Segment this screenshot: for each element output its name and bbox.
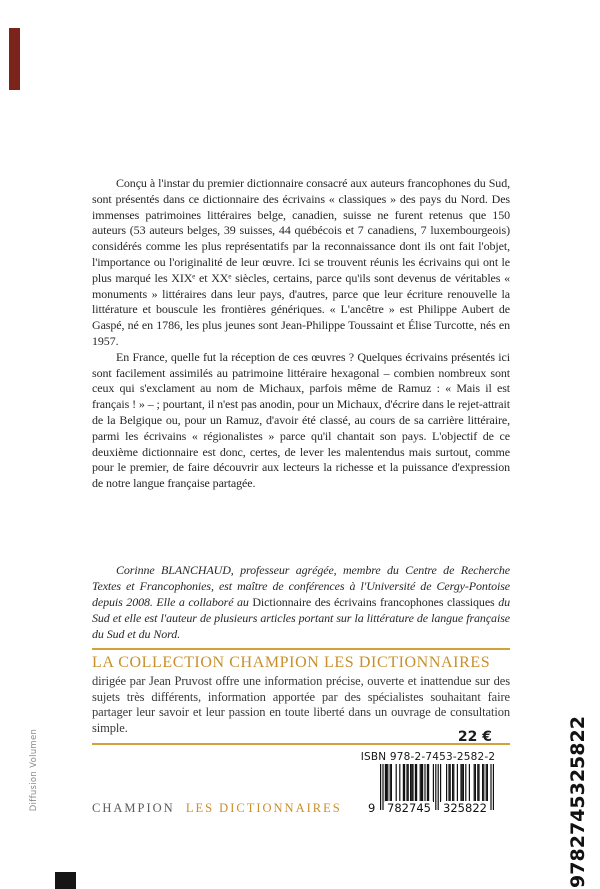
author-bio-text-1: Corinne BLANCHAUD, professeur agrégée, membre du Centre de Recherche Textes et Francophonies, est maître de conférences à l'Université de Cergy-Pontoise depuis 2008. Elle a collaboré au [92, 563, 510, 609]
collection-description: dirigée par Jean Pruvost offre une information précise, ouverte et inattendue sur des sujets très différents, information apportée par des spécialistes souhaitant faire partager leur savoir et leur passion en toute liberté dans un ouvrage de consultation simple. [92, 674, 510, 735]
publisher-collection-name: LES DICTIONNAIRES [185, 801, 342, 815]
isbn-number-vertical: 9782745325822 [567, 716, 589, 888]
synopsis-paragraph-1: Conçu à l'instar du premier dictionnaire consacré aux auteurs francophones du Sud, sont présentés dans ce dictionnaire des écrivains « classiques » des pays du Nord. Des immenses patrimoines littéraires belge, canadien, suisse ne furent retenus que 150 auteurs (53 auteurs belges, 39 suisses, 44 québécois et 7 canadiens, 7 luxembourgeois) considérés comme les plus représentatifs par la reconnaissance dont ils ont fait l'objet, l'importance ou l'originalité de leur œuvre. Ici se trouvent réunis les écrivains qui ont le plus marqué les XIXᵉ et XXᵉ siècles, certains, parce qu'ils sont devenus de véritables « monuments » littéraires dans leur pays, d'autres, parce que leur écriture renouvelle la littérature et bouscule les frontières génériques. « L'ancêtre » est Philippe Aubert de Gaspé, né en 1786, les plus jeunes sont Jean-Philippe Toussaint et Élise Turcotte, nés en 1957. [92, 176, 510, 348]
author-bio [92, 562, 510, 642]
spine-color-mark [9, 28, 20, 90]
author-bio-book-title: Dictionnaire des écrivains francophones classiques [252, 595, 495, 609]
synopsis-paragraph-2: En France, quelle fut la réception de ces œuvres ? Quelques écrivains présentés ici sont facilement assimilés au patrimoine littéraire hexagonal – combien nombreux sont ceux qui s'exclament au nom de Michaux, parfois même de Ramuz : « Mais il est français ! » – ; pourtant, il n'est pas anodin, pour un Michaux, d'écrire dans le rejet-attrait de la Belgique ou, pour un Ramuz, d'avoir été classé, au cours de sa carrière littéraire, parmi les écrivains « régionalistes » parce qu'il chantait son pays. L'objectif de ce deuxième dictionnaire est donc, certes, de lever les malentendus mais surtout, comme pour le premier, de faire découvrir aux lecteurs la richesse et la puissance d'expression de notre langue française partagée. [92, 349, 510, 491]
synopsis-block [92, 176, 510, 492]
barcode-lead-digit: 9 [368, 801, 376, 815]
publisher-footer [92, 801, 392, 816]
barcode-digits [368, 801, 494, 815]
collection-heading: LA COLLECTION CHAMPION LES DICTIONNAIRES [92, 654, 491, 671]
price-label: 22 € [457, 729, 492, 745]
author-bio-text-2: du Sud et elle est l'auteur de plusieurs articles portant sur la littérature de langue française du Sud et du Nord. [92, 595, 510, 641]
barcode-group-1: 782745 [385, 801, 433, 815]
isbn-label: ISBN 978-2-7453-2582-2 [360, 751, 496, 763]
publisher-name: CHAMPION [92, 801, 175, 815]
barcode-group-2: 325822 [441, 801, 489, 815]
ean13-barcode [368, 764, 494, 816]
distributor-vertical-text: Diffusion Volumen [29, 728, 39, 812]
print-registration-mark [55, 872, 76, 889]
